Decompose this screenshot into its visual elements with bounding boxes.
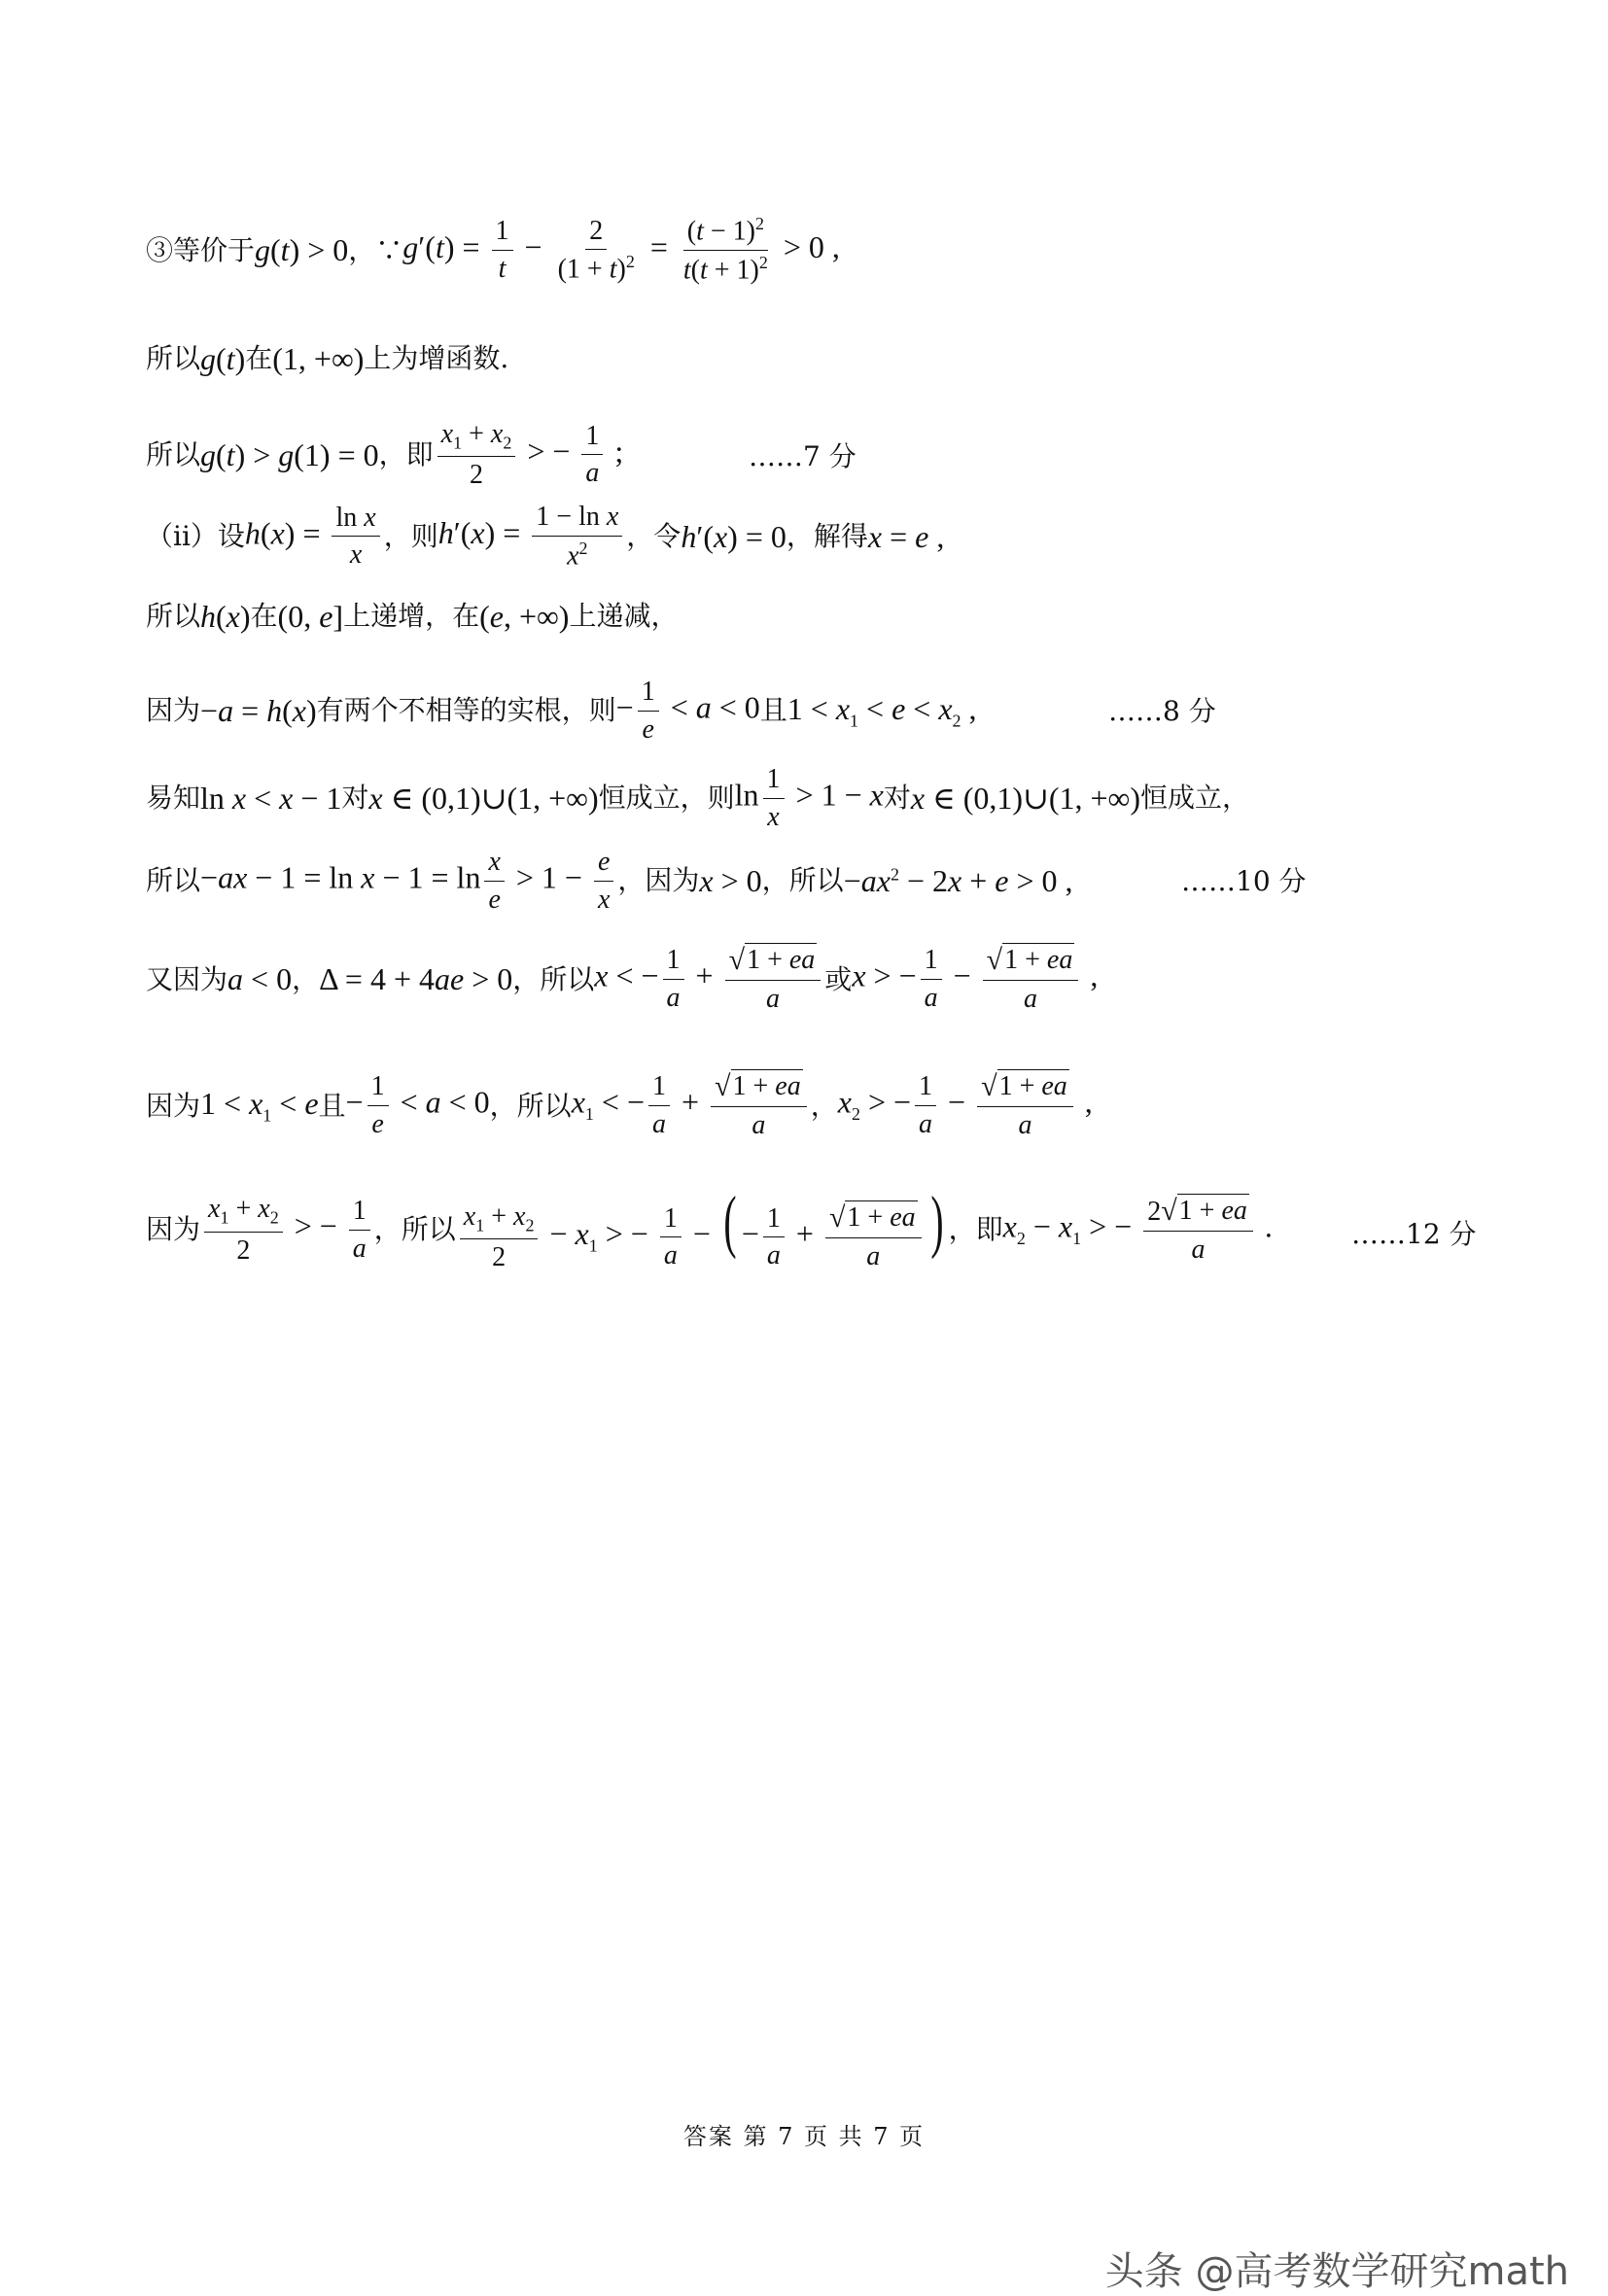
line-8: 所以 −ax − 1 = ln x − 1 = ln $\frac{x}{e}$ > 1 − $\frac{e}{x}$ ，因为 x > 0 ，所以 $-ax^2 - 2x + e > 0$ ,: [146, 847, 1073, 915]
line-7: 易知 ln x < x − 1 对 x ∈ (0,1)∪(1, +∞) 恒成立，则 ln $\frac{1}{x}$ > 1 − x 对 x ∈ (0,1)∪(1, +∞) 恒成立，: [146, 764, 1250, 832]
formula-g-positive: g(t) > 0: [255, 232, 349, 268]
line-1: ③等价于 g(t) > 0 ，∵ g′(t) = $\frac{1}{t}$ − $\frac{2}{(1 + t)^2}$ = $\frac{(t - 1)^2}{t(t + 1)^2}$ > 0 ,: [146, 214, 840, 286]
page-footer: 答案 第 7 页 共 7 页: [682, 2123, 926, 2150]
line-11: 因为 $\frac{x_1 + x_2}{2}$ > − $\frac{1}{a}$ ，所以 $\frac{x_1 + x_2}{2}$ − $x_1$ > − $\frac{1}{a}$ − ( − $\frac{1}{a}$ + √ 1 + ea a ) ，即 $x_2 - x_1$ > − 2 √ 1 + ea a .: [146, 1182, 1273, 1272]
watermark: 头条 @高考数学研究math: [1104, 2249, 1569, 2294]
formula-g-derivative: g′(t) = $\frac{1}{t}$ − $\frac{2}{(1 + t)^2}$ = $\frac{(t - 1)^2}{t(t + 1)^2}$ > 0 ,: [402, 214, 840, 286]
line-10: 因为 $1 < x_1 < e$ 且 − $\frac{1}{e}$ < a < 0 ，所以 $x_1$ < − $\frac{1}{a}$ + √ 1 + ea a ， $x_2$ > − $\frac{1}{a}$ − √ 1 + ea a ,: [146, 1070, 1093, 1140]
line-2: 所以 g(t) 在 (1, +∞) 上为增函数.: [146, 341, 509, 376]
line-9: 又因为 a < 0 ， Δ = 4 + 4ae > 0 ，所以 x < − $\frac{1}{a}$ + √ 1 + ea a 或 x > − $\frac{1}{a}$ − √ 1 + ea a ,: [146, 944, 1099, 1014]
score-12: ……12 分: [1351, 1218, 1477, 1250]
score-7: ……7 分: [749, 440, 856, 472]
line-3: 所以 g(t) > g(1) = 0 ，即 $\frac{x_1 + x_2}{2}$ > − $\frac{1}{a}$ ;: [146, 419, 624, 491]
line-5: 所以 h(x) 在 (0, e] 上递增，在 (e, +∞) 上递减，: [146, 599, 679, 634]
line-6: 因为 −a = h(x) 有两个不相等的实根，则 − $\frac{1}{e}$ < a < 0 且 $1 < x_1 < e < x_2$ ,: [146, 677, 977, 745]
line-4: （ii）设 h(x) = $\frac{\text{ln x}}{x}$ ，则 h′(x) = $\frac{\text{1 − ln x}}{x^2}$ ，令 h′(x) = 0 ，解得 x = e ,: [146, 502, 945, 571]
score-8: ……8 分: [1108, 695, 1216, 727]
score-10: ……10 分: [1181, 865, 1307, 897]
